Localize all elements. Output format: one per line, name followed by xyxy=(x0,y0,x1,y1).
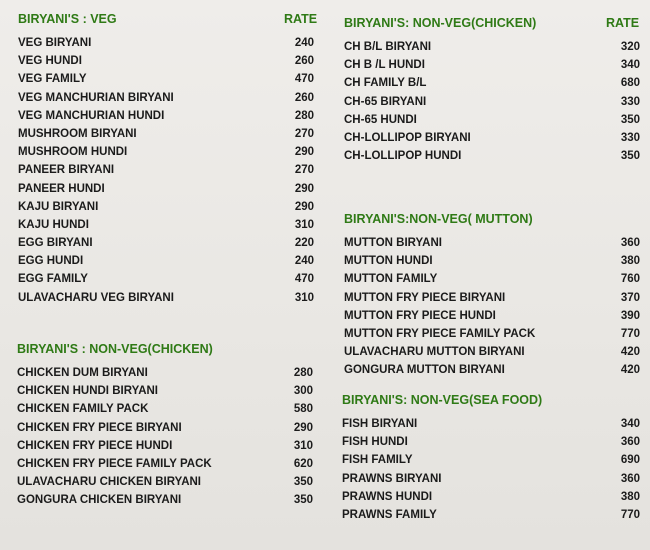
item-price: 620 xyxy=(293,457,313,470)
menu-item xyxy=(18,234,330,252)
item-list xyxy=(342,415,646,524)
item-name: GONGURA MUTTON BIRYANI xyxy=(344,364,505,377)
item-name: PRAWNS BIRYANI xyxy=(342,472,442,485)
menu-item xyxy=(344,38,646,56)
item-name: VEG HUNDI xyxy=(18,55,82,68)
section-nonveg-mutton xyxy=(344,212,646,380)
menu-item xyxy=(344,307,646,325)
menu-item xyxy=(344,234,646,252)
item-price: 310 xyxy=(293,439,313,452)
menu-item xyxy=(17,473,330,491)
menu-item xyxy=(17,455,330,473)
menu-item xyxy=(17,437,330,455)
item-name: MUTTON HUNDI xyxy=(344,255,433,268)
section-nonveg-chicken-boneless xyxy=(344,16,646,165)
item-price: 360 xyxy=(620,237,640,249)
item-name: PRAWNS FAMILY xyxy=(342,508,437,521)
item-price: 240 xyxy=(294,255,314,268)
menu-item xyxy=(18,143,330,161)
item-price: 290 xyxy=(293,421,313,434)
item-price: 350 xyxy=(620,113,640,126)
item-price: 470 xyxy=(294,273,314,286)
menu-item xyxy=(18,89,330,107)
item-price: 320 xyxy=(620,41,640,53)
menu-item xyxy=(344,74,646,92)
menu-item xyxy=(18,198,330,216)
item-name: CHICKEN HUNDI BIRYANI xyxy=(17,385,158,398)
item-name: MUSHROOM HUNDI xyxy=(18,146,128,159)
menu-item xyxy=(18,125,330,143)
item-name: EGG HUNDI xyxy=(18,255,84,268)
item-list xyxy=(344,38,646,165)
item-price: 340 xyxy=(620,418,640,430)
item-price: 420 xyxy=(620,364,640,377)
item-price: 310 xyxy=(294,291,314,304)
menu-item xyxy=(342,488,646,506)
item-price: 260 xyxy=(294,55,314,68)
item-price: 310 xyxy=(294,218,314,231)
menu-item xyxy=(17,491,330,509)
menu-item xyxy=(344,289,646,307)
menu-item xyxy=(344,129,646,147)
item-price: 330 xyxy=(620,131,640,144)
section-header xyxy=(17,342,330,364)
item-name: PANEER BIRYANI xyxy=(18,164,115,177)
item-price: 260 xyxy=(294,91,314,104)
item-name: VEG MANCHURIAN HUNDI xyxy=(18,109,165,122)
item-price: 270 xyxy=(294,127,314,140)
menu-item xyxy=(342,470,646,488)
item-price: 420 xyxy=(620,346,640,359)
item-price: 350 xyxy=(620,150,640,163)
menu-item xyxy=(344,111,646,129)
item-name: CH-LOLLIPOP HUNDI xyxy=(344,150,462,163)
menu-item xyxy=(18,252,330,270)
item-price: 390 xyxy=(620,309,640,322)
item-list xyxy=(344,234,646,380)
section-header xyxy=(344,212,646,234)
item-name: EGG FAMILY xyxy=(18,273,88,286)
item-price: 360 xyxy=(620,472,640,485)
menu-item xyxy=(18,216,330,234)
item-price: 290 xyxy=(294,182,314,195)
item-name: PRAWNS HUNDI xyxy=(342,490,433,503)
menu-item xyxy=(18,270,330,288)
item-price: 240 xyxy=(294,37,314,49)
menu-item xyxy=(17,382,330,400)
menu-item xyxy=(344,361,646,379)
section-title: BIRYANI'S: NON-VEG(CHICKEN) xyxy=(344,16,537,30)
item-name: MUTTON FRY PIECE BIRYANI xyxy=(344,291,506,304)
item-name: ULAVACHARU CHICKEN BIRYANI xyxy=(17,476,202,489)
section-title: BIRYANI'S:NON-VEG( MUTTON) xyxy=(344,212,533,226)
item-price: 330 xyxy=(620,95,640,108)
item-name: MUTTON FRY PIECE FAMILY PACK xyxy=(344,327,536,340)
item-name: CHICKEN FAMILY PACK xyxy=(17,403,149,416)
item-price: 760 xyxy=(620,273,640,286)
item-price: 380 xyxy=(620,255,640,268)
section-header xyxy=(18,12,330,34)
menu-item xyxy=(17,400,330,418)
menu-item xyxy=(344,343,646,361)
item-name: MUTTON FAMILY xyxy=(344,273,438,286)
menu-item xyxy=(18,52,330,70)
item-price: 280 xyxy=(293,367,313,379)
item-name: VEG MANCHURIAN BIRYANI xyxy=(18,91,174,104)
menu-item xyxy=(18,180,330,198)
section-veg xyxy=(18,12,330,307)
item-name: CH FAMILY B/L xyxy=(344,77,427,90)
menu-item xyxy=(342,433,646,451)
item-price: 380 xyxy=(620,490,640,503)
item-name: FISH FAMILY xyxy=(342,454,413,467)
item-name: KAJU HUNDI xyxy=(18,218,89,231)
menu-item xyxy=(18,289,330,307)
item-price: 270 xyxy=(294,164,314,177)
item-price: 290 xyxy=(294,146,314,159)
item-price: 220 xyxy=(294,237,314,250)
item-price: 280 xyxy=(294,109,314,122)
rate-label: RATE xyxy=(284,12,318,26)
menu-item xyxy=(344,147,646,165)
menu-item xyxy=(17,419,330,437)
section-nonveg-chicken xyxy=(17,342,330,510)
menu-item xyxy=(342,451,646,469)
menu-item xyxy=(18,161,330,179)
item-list xyxy=(18,34,330,307)
item-list xyxy=(17,364,330,510)
menu-item xyxy=(342,506,646,524)
item-name: CH B /L HUNDI xyxy=(344,59,425,72)
item-name: VEG FAMILY xyxy=(18,73,87,86)
item-name: CHICKEN FRY PIECE FAMILY PACK xyxy=(17,457,212,470)
menu-item xyxy=(344,252,646,270)
item-price: 300 xyxy=(293,385,313,398)
item-name: MUSHROOM BIRYANI xyxy=(18,127,137,140)
item-name: CH-LOLLIPOP BIRYANI xyxy=(344,131,471,144)
item-name: CHICKEN DUM BIRYANI xyxy=(17,367,148,379)
item-price: 360 xyxy=(620,436,640,449)
menu-item xyxy=(18,107,330,125)
menu-item xyxy=(18,34,330,52)
item-name: ULAVACHARU VEG BIRYANI xyxy=(18,291,174,304)
menu-item xyxy=(18,70,330,88)
item-price: 580 xyxy=(293,403,313,416)
item-name: MUTTON FRY PIECE HUNDI xyxy=(344,309,496,322)
item-price: 340 xyxy=(620,59,640,72)
item-name: GONGURA CHICKEN BIRYANI xyxy=(17,494,182,507)
item-name: CH-65 BIRYANI xyxy=(344,95,427,108)
item-price: 690 xyxy=(620,454,640,467)
item-price: 350 xyxy=(293,476,313,489)
item-price: 470 xyxy=(294,73,314,86)
item-name: KAJU BIRYANI xyxy=(18,200,99,213)
section-header xyxy=(342,393,646,415)
item-name: CHICKEN FRY PIECE HUNDI xyxy=(17,439,173,452)
item-price: 350 xyxy=(293,494,313,507)
section-title: BIRYANI'S : VEG xyxy=(18,12,117,26)
menu-item xyxy=(344,325,646,343)
item-name: CH B/L BIRYANI xyxy=(344,41,432,53)
menu-item xyxy=(344,93,646,111)
item-name: FISH HUNDI xyxy=(342,436,408,449)
menu-item xyxy=(344,270,646,288)
item-name: ULAVACHARU MUTTON BIRYANI xyxy=(344,346,525,359)
item-price: 370 xyxy=(620,291,640,304)
item-name: VEG BIRYANI xyxy=(18,37,92,49)
item-price: 770 xyxy=(620,508,640,521)
item-name: MUTTON BIRYANI xyxy=(344,237,442,249)
item-price: 290 xyxy=(294,200,314,213)
section-header xyxy=(344,16,646,38)
menu-item xyxy=(342,415,646,433)
item-name: FISH BIRYANI xyxy=(342,418,418,430)
section-nonveg-seafood xyxy=(342,393,646,524)
section-title: BIRYANI'S: NON-VEG(SEA FOOD) xyxy=(342,393,543,407)
menu-item xyxy=(344,56,646,74)
item-name: PANEER HUNDI xyxy=(18,182,105,195)
item-price: 770 xyxy=(620,327,640,340)
rate-label: RATE xyxy=(606,16,640,30)
section-title: BIRYANI'S : NON-VEG(CHICKEN) xyxy=(17,342,213,356)
item-price: 680 xyxy=(620,77,640,90)
item-name: EGG BIRYANI xyxy=(18,237,93,250)
item-name: CHICKEN FRY PIECE BIRYANI xyxy=(17,421,182,434)
item-name: CH-65 HUNDI xyxy=(344,113,417,126)
menu-item xyxy=(17,364,330,382)
